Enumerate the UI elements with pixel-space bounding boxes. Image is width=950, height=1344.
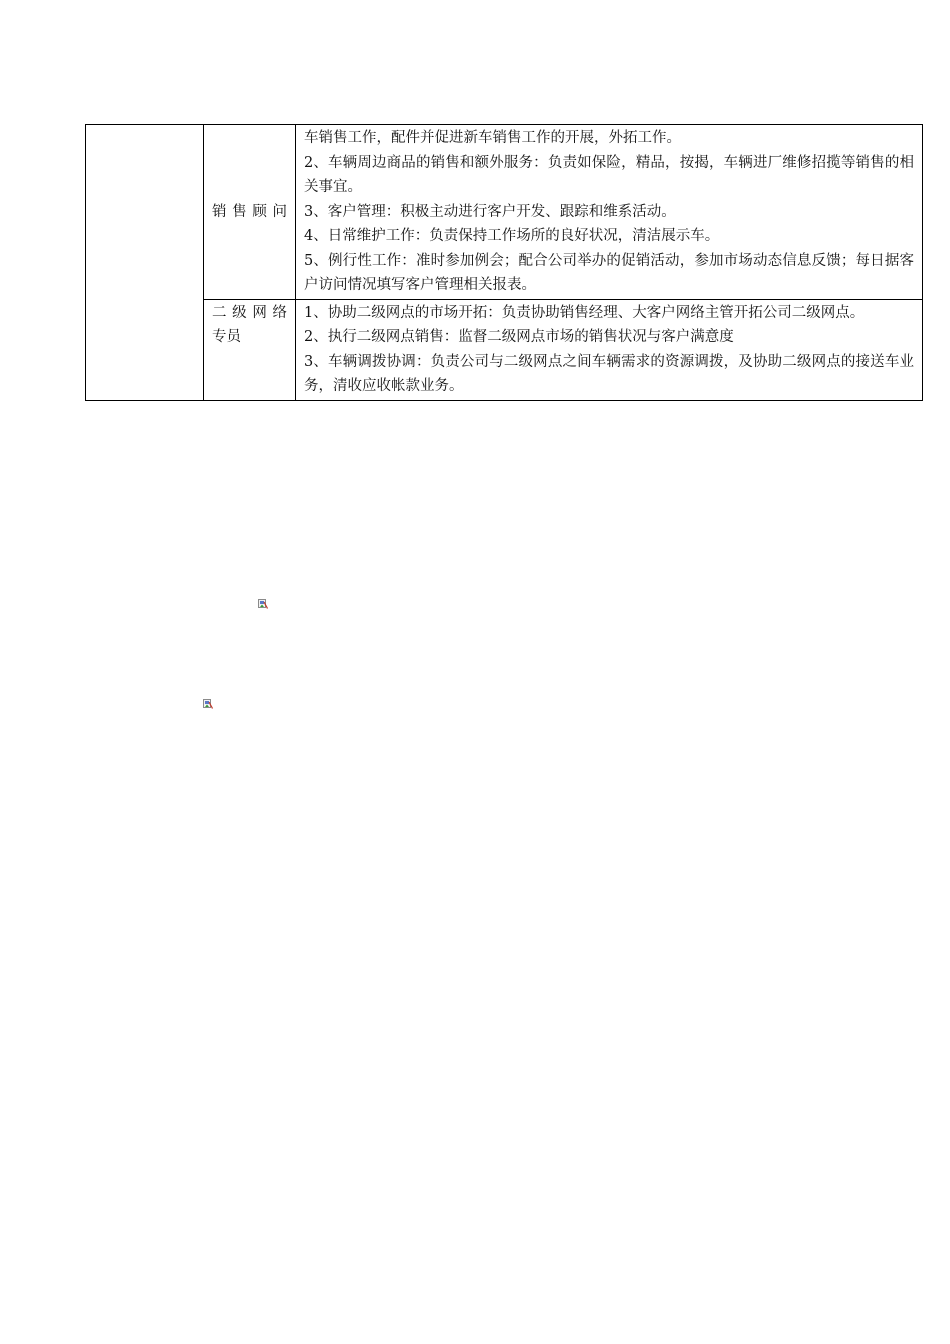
role-label-line-2: 专员 [212, 329, 241, 345]
duty-paragraph: 1、协助二级网点的市场开拓：负责协助销售经理、大客户网络主管开拓公司二级网点。 [304, 304, 865, 321]
table-row [86, 125, 923, 300]
duty-paragraph: 2、执行二级网点销售：监督二级网点市场的销售状况与客户满意度 [304, 329, 734, 345]
duty-paragraph: 2、车辆周边商品的销售和额外服务：负责如保险，精品，按揭，车辆进厂维修招揽等销售的相关事宜。 [304, 154, 914, 195]
duty-paragraph: 3、车辆调拨协调：负责公司与二级网点之间车辆需求的资源调拨，及协助二级网点的接送车业务，清收应收帐款业务。 [304, 353, 914, 394]
duty-paragraph: 3、客户管理：积极主动进行客户开发、跟踪和维系活动。 [304, 203, 676, 220]
department-cell [86, 125, 204, 401]
role-label: 销售顾问 [212, 203, 287, 220]
job-duties-table [85, 124, 923, 401]
duties-cell-network-specialist [296, 299, 923, 400]
role-label-line-1: 二级网络 [212, 304, 287, 321]
table-row [86, 299, 923, 400]
duty-paragraph: 4、日常维护工作：负责保持工作场所的良好状况，清洁展示车。 [304, 228, 720, 244]
broken-image-icon [258, 599, 268, 609]
role-cell-sales-consultant [204, 125, 296, 300]
duty-paragraph: 5、例行性工作：准时参加例会；配合公司举办的促销活动，参加市场动态信息反馈；每日据客户访问情况填写客户管理相关报表。 [304, 252, 914, 293]
duty-paragraph: 车销售工作，配件并促进新车销售工作的开展，外拓工作。 [304, 130, 681, 146]
role-cell-network-specialist [204, 299, 296, 400]
broken-image-icon [203, 699, 213, 709]
duties-cell-sales-consultant [296, 125, 923, 300]
